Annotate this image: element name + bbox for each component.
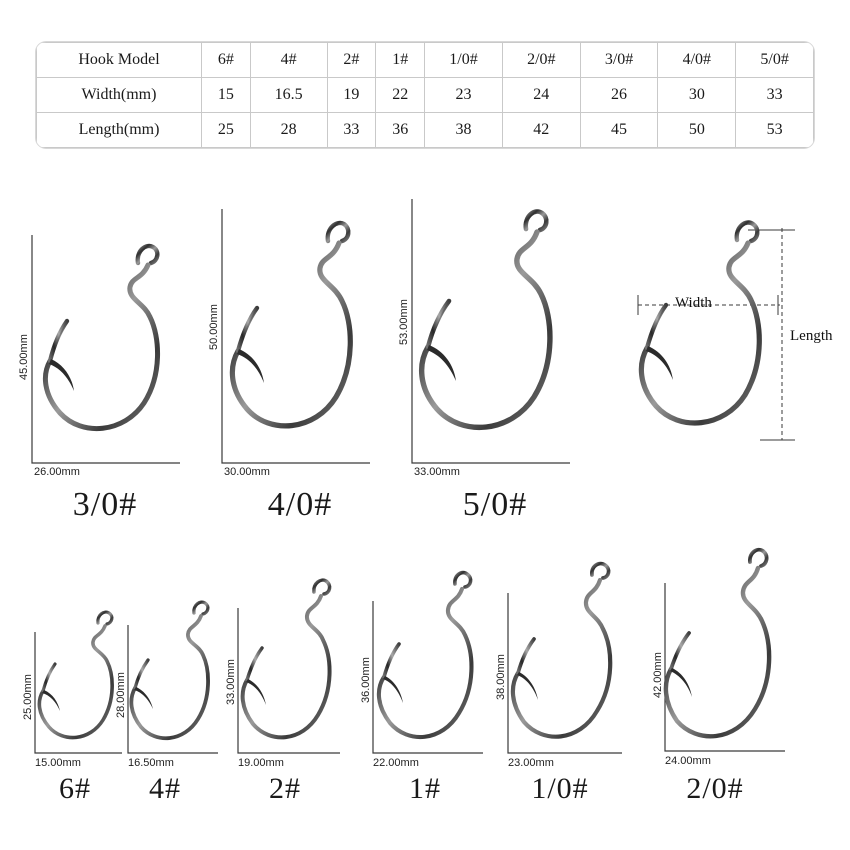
cell-length-1: 28 (250, 113, 327, 148)
hook-spec-table (36, 42, 814, 148)
cell-length-4: 38 (425, 113, 503, 148)
model-label-4-0: 4/0# (267, 486, 333, 523)
cell-width-7: 30 (658, 78, 736, 113)
width-dimension-2-0: 24.00mm (665, 755, 711, 767)
row-header-length: Length(mm) (37, 113, 202, 148)
cell-width-0: 15 (202, 78, 251, 113)
height-dimension-5-0: 53.00mm (398, 299, 410, 345)
height-dimension-2-0: 42.00mm (652, 652, 664, 698)
hook-figure-1-0 (495, 545, 638, 769)
hook-figure-callout (620, 200, 840, 470)
cell-length-3: 36 (376, 113, 425, 148)
cell-length-2: 33 (327, 113, 376, 148)
cell-model-7: 4/0# (658, 43, 736, 78)
model-label-6: 6# (59, 772, 91, 805)
height-dimension-4-0: 50.00mm (208, 304, 220, 350)
height-dimension-2: 33.00mm (225, 659, 237, 705)
axis-lines (508, 593, 622, 753)
width-dimension-3-0: 26.00mm (34, 466, 80, 478)
width-dimension-4-0: 30.00mm (224, 466, 270, 478)
spec-table (36, 42, 814, 148)
hook-body (243, 580, 330, 737)
table-row (37, 78, 814, 113)
cell-width-4: 23 (425, 78, 503, 113)
axis-lines (238, 608, 340, 753)
cell-length-7: 50 (658, 113, 736, 148)
height-dimension-6: 25.00mm (22, 674, 34, 720)
hook-figure-2-0 (645, 533, 795, 765)
cell-model-1: 4# (250, 43, 327, 78)
axis-lines (128, 625, 218, 753)
hook-figure-4-0 (208, 205, 390, 478)
axis-lines (373, 601, 483, 753)
cell-model-6: 3/0# (580, 43, 658, 78)
cell-width-6: 26 (580, 78, 658, 113)
model-label-5-0: 5/0# (462, 486, 528, 523)
height-dimension-4: 28.00mm (115, 672, 127, 718)
hook-drawing-5-0 (400, 195, 595, 475)
hook-body (422, 211, 550, 427)
cell-model-0: 6# (202, 43, 251, 78)
hook-drawing-3-0 (20, 225, 195, 475)
hook-drawing-2-0 (645, 533, 795, 765)
hook-drawing-4-0 (210, 205, 390, 475)
row-header-width: Width(mm) (37, 78, 202, 113)
cell-model-3: 1# (376, 43, 425, 78)
hook-body (45, 246, 157, 429)
cell-width-3: 22 (376, 78, 425, 113)
model-label-1: 1# (409, 772, 441, 805)
model-label-2: 2# (269, 772, 301, 805)
hook-body (39, 612, 112, 737)
model-label-2-0: 2/0# (686, 772, 744, 805)
length-callout-label: Length (790, 328, 833, 344)
hook-body (641, 222, 759, 422)
width-dimension-4: 16.50mm (128, 757, 174, 769)
hook-figure-4 (115, 583, 228, 769)
cell-model-8: 5/0# (736, 43, 814, 78)
model-label-3-0: 3/0# (72, 486, 138, 523)
hook-body (232, 223, 350, 426)
width-dimension-5-0: 33.00mm (414, 466, 460, 478)
cell-model-5: 2/0# (502, 43, 580, 78)
cell-length-5: 42 (502, 113, 580, 148)
width-dimension-6: 15.00mm (35, 757, 81, 769)
cell-length-6: 45 (580, 113, 658, 148)
height-dimension-3-0: 45.00mm (18, 334, 30, 380)
cell-model-4: 1/0# (425, 43, 503, 78)
hook-body (666, 550, 769, 737)
model-label-4: 4# (149, 772, 181, 805)
hook-body (379, 573, 472, 737)
cell-length-8: 53 (736, 113, 814, 148)
row-header-model: Hook Model (37, 43, 202, 78)
hook-drawing-1 (363, 553, 498, 765)
hook-figure-1 (360, 553, 498, 769)
table-row (37, 113, 814, 148)
hook-drawing-2 (228, 560, 353, 765)
width-dimension-1: 22.00mm (373, 757, 419, 769)
hook-drawing-4 (118, 583, 228, 765)
cell-width-1: 16.5 (250, 78, 327, 113)
width-dimension-2: 19.00mm (238, 757, 284, 769)
hook-body (131, 602, 208, 738)
axis-lines (412, 199, 570, 463)
hook-figure-2 (225, 560, 353, 769)
width-dimension-1-0: 23.00mm (508, 757, 554, 769)
cell-width-8: 33 (736, 78, 814, 113)
cell-width-2: 19 (327, 78, 376, 113)
width-callout-label: Width (675, 295, 712, 311)
model-label-1-0: 1/0# (531, 772, 589, 805)
cell-length-0: 25 (202, 113, 251, 148)
hook-body (513, 564, 610, 737)
height-dimension-1-0: 38.00mm (495, 654, 507, 700)
hook-drawing-1-0 (498, 545, 638, 765)
hook-figure-3-0 (18, 225, 195, 478)
table-row (37, 43, 814, 78)
hook-figure-5-0 (398, 195, 595, 478)
height-dimension-1: 36.00mm (360, 657, 372, 703)
cell-model-2: 2# (327, 43, 376, 78)
cell-width-5: 24 (502, 78, 580, 113)
